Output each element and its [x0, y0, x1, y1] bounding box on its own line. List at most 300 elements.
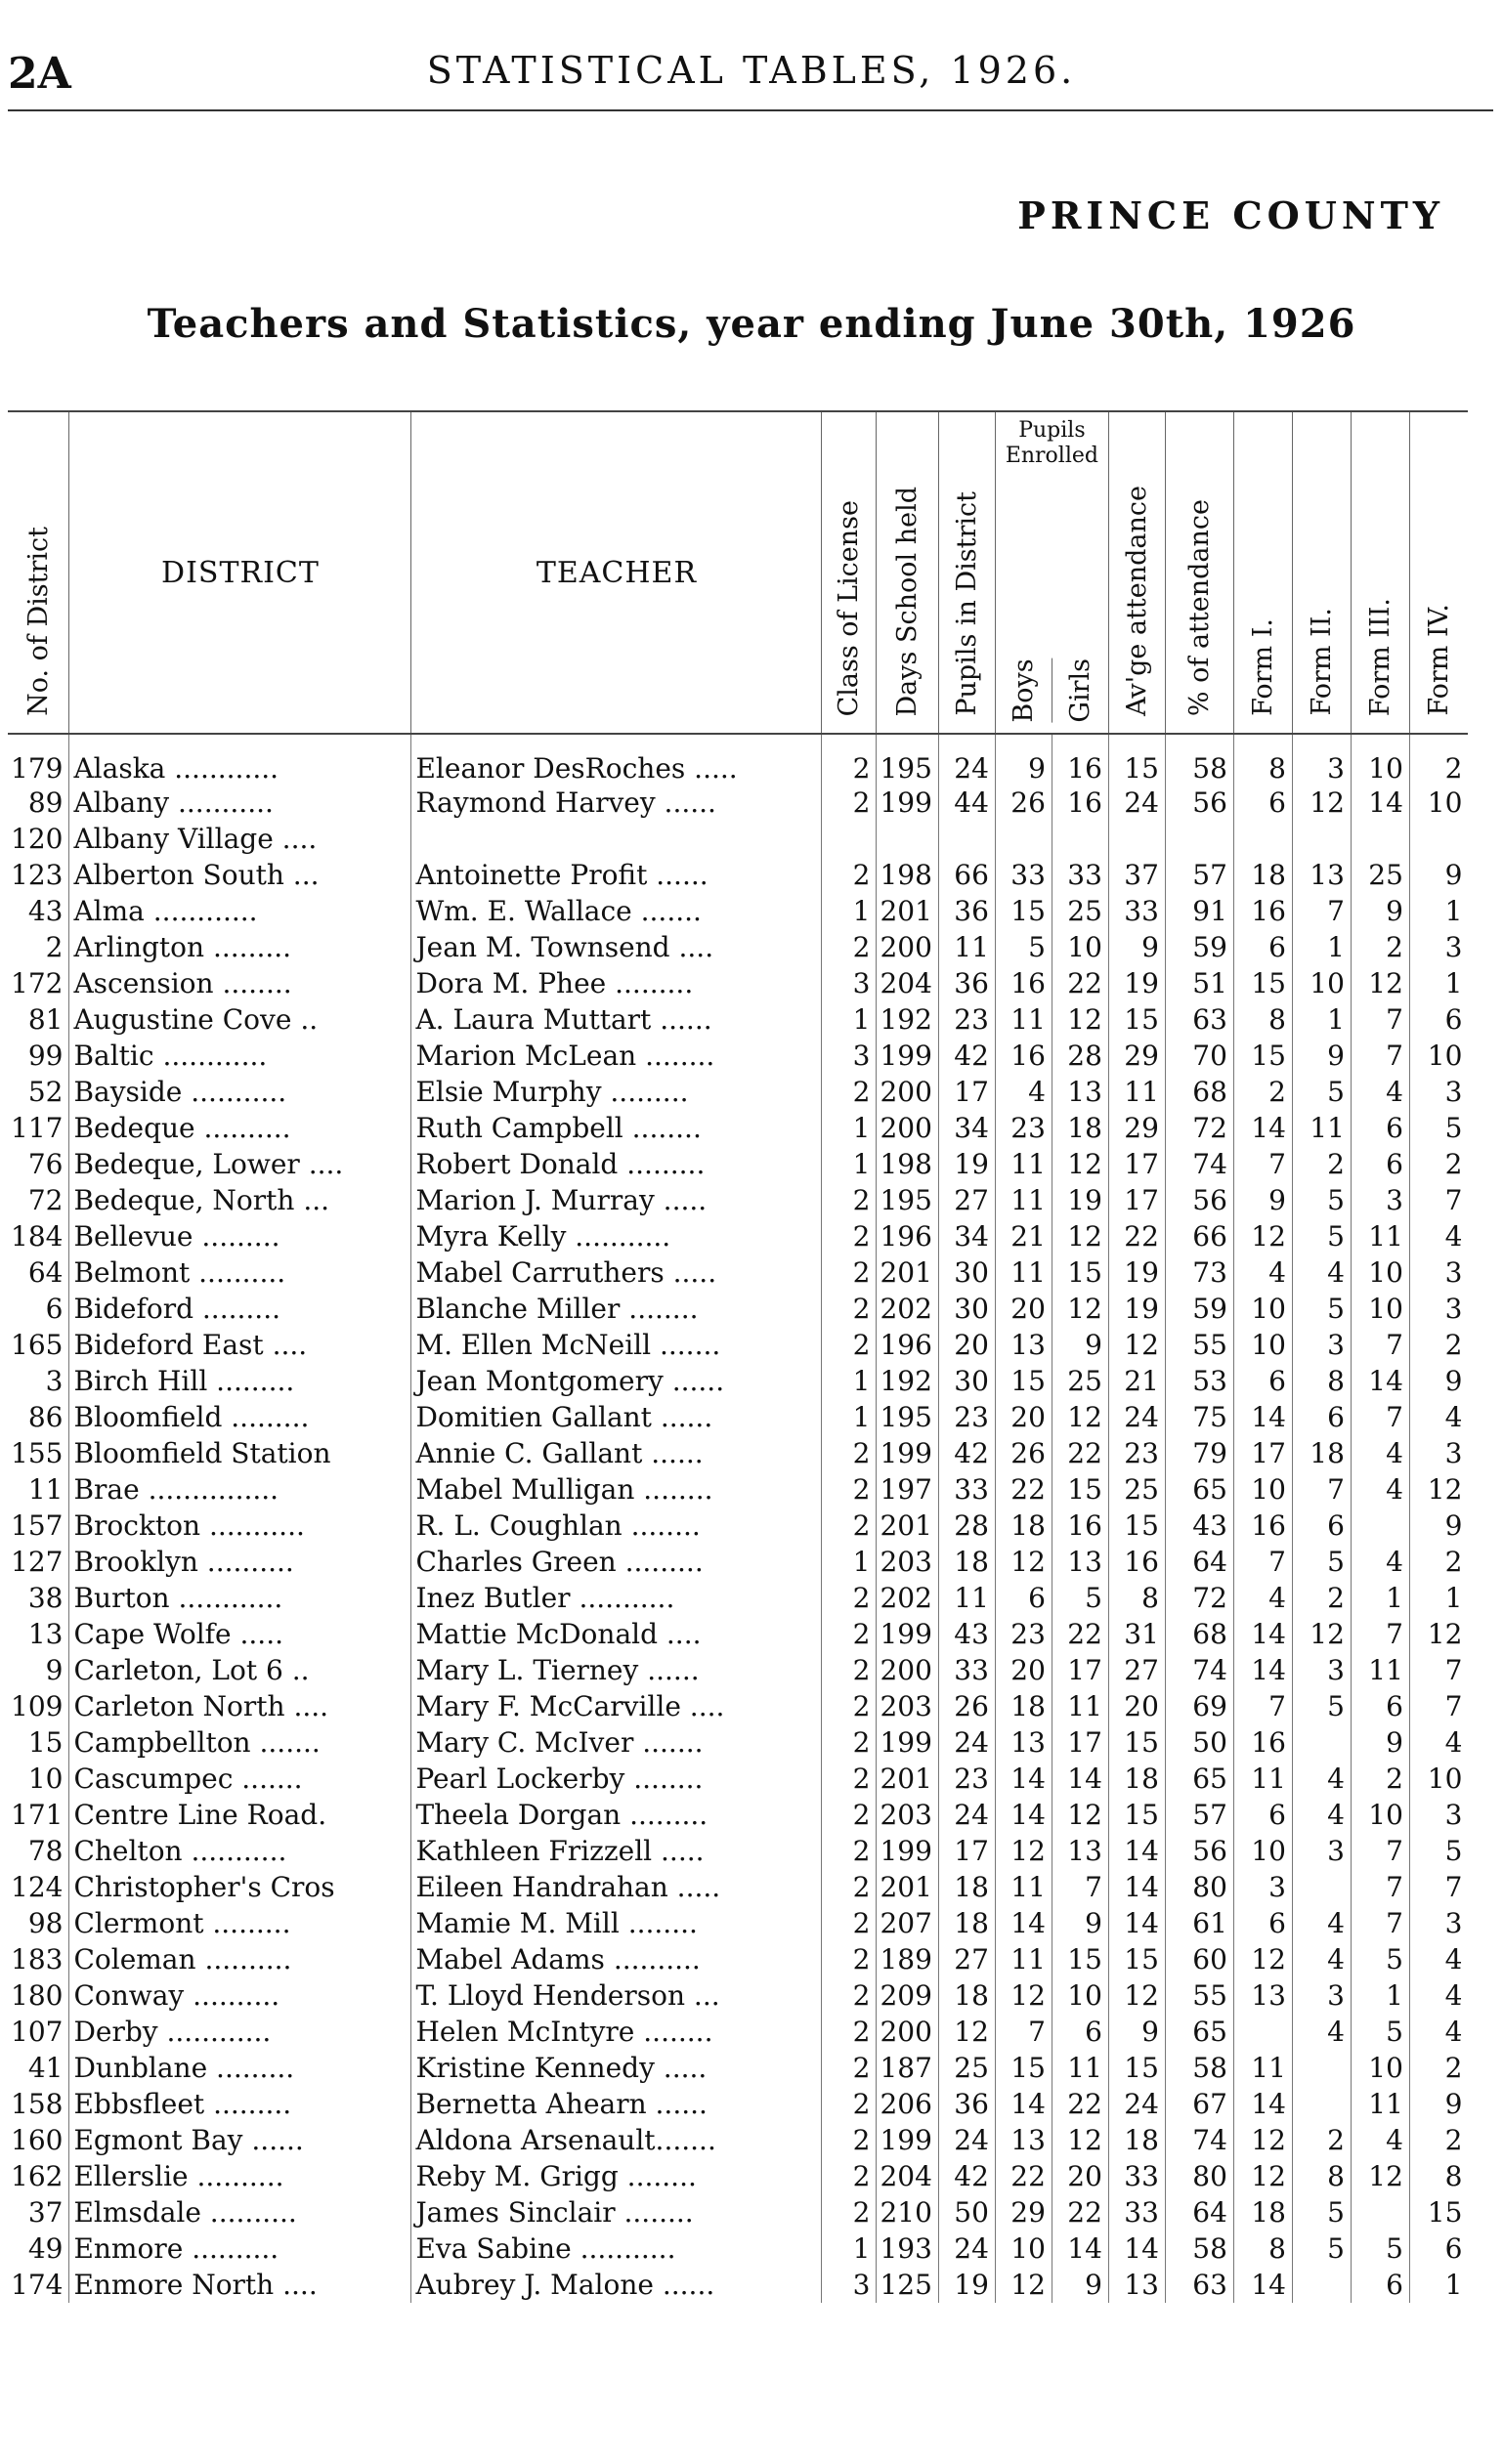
cell-form2: 4 — [1292, 1761, 1351, 1797]
cell-district: Baltic ............ — [69, 1038, 411, 1074]
cell-district: Enmore North .... — [69, 2267, 411, 2303]
cell-license: 1 — [822, 1110, 877, 1146]
cell-avg-attendance: 18 — [1108, 2122, 1165, 2158]
table-row — [8, 965, 1468, 1001]
cell-pupils: 24 — [938, 734, 995, 785]
running-title: STATISTICAL TABLES, 1926. — [426, 49, 1077, 92]
cell-pct-attendance: 56 — [1165, 785, 1233, 821]
cell-girls: 22 — [1052, 1616, 1108, 1652]
cell-form2: 4 — [1292, 1797, 1351, 1833]
cell-teacher: Eleanor DesRoches ..... — [411, 734, 822, 785]
cell-license: 2 — [822, 1761, 877, 1797]
cell-form3: 10 — [1351, 1797, 1409, 1833]
cell-teacher: Pearl Lockerby ........ — [411, 1761, 822, 1797]
cell-days: 196 — [877, 1327, 938, 1363]
cell-district-no: 13 — [27, 1618, 64, 1650]
cell-license: 2 — [822, 785, 877, 821]
cell-teacher: T. Lloyd Henderson ... — [411, 1977, 822, 2014]
cell-pupils: 27 — [938, 1182, 995, 1218]
cell-girls: 15 — [1052, 1254, 1108, 1291]
table-row — [8, 1363, 1468, 1399]
cell-teacher: Marion J. Murray ..... — [411, 1182, 822, 1218]
cell-form4: 1 — [1409, 1580, 1468, 1616]
cell-days: 204 — [877, 2158, 938, 2194]
cell-boys: 11 — [995, 1869, 1052, 1905]
cell-form4: 1 — [1409, 893, 1468, 929]
cell-teacher: Helen McIntyre ........ — [411, 2014, 822, 2050]
cell-district: Carleton, Lot 6 .. — [69, 1652, 411, 1688]
table-row — [8, 1977, 1468, 2014]
cell-boys: 18 — [995, 1688, 1052, 1724]
cell-girls — [1052, 821, 1108, 857]
cell-form1: 6 — [1233, 929, 1292, 965]
cell-avg-attendance — [1108, 821, 1165, 857]
cell-form1: 2 — [1233, 1074, 1292, 1110]
cell-pct-attendance: 74 — [1165, 1146, 1233, 1182]
cell-boys: 13 — [995, 1327, 1052, 1363]
cell-license: 2 — [822, 1435, 877, 1471]
cell-district-no: 64 — [27, 1256, 64, 1289]
cell-form4: 12 — [1409, 1471, 1468, 1508]
cell-avg-attendance: 33 — [1108, 2194, 1165, 2230]
cell-teacher: Theela Dorgan ......... — [411, 1797, 822, 1833]
cell-form1: 7 — [1233, 1544, 1292, 1580]
cell-district: Bideford ......... — [69, 1291, 411, 1327]
cell-days: 200 — [877, 1074, 938, 1110]
cell-pct-attendance: 58 — [1165, 2230, 1233, 2267]
cell-district: Cape Wolfe ..... — [69, 1616, 411, 1652]
cell-girls: 14 — [1052, 1761, 1108, 1797]
cell-district: Campbellton ....... — [69, 1724, 411, 1761]
cell-girls: 15 — [1052, 1471, 1108, 1508]
cell-boys: 16 — [995, 1038, 1052, 1074]
cell-form1: 10 — [1233, 1471, 1292, 1508]
cell-form1: 14 — [1233, 1652, 1292, 1688]
cell-district: Coleman .......... — [69, 1941, 411, 1977]
cell-form2: 11 — [1292, 1110, 1351, 1146]
cell-pupils: 27 — [938, 1941, 995, 1977]
cell-district: Derby ............ — [69, 2014, 411, 2050]
cell-days: 209 — [877, 1977, 938, 2014]
table-row — [8, 1833, 1468, 1869]
cell-form4: 3 — [1409, 1905, 1468, 1941]
cell-pct-attendance: 64 — [1165, 2194, 1233, 2230]
cell-days: 201 — [877, 1761, 938, 1797]
cell-form3: 10 — [1351, 2050, 1409, 2086]
col-boys: Boys — [1008, 658, 1039, 723]
cell-days: 203 — [877, 1544, 938, 1580]
cell-avg-attendance: 25 — [1108, 1471, 1165, 1508]
cell-form2: 3 — [1292, 1327, 1351, 1363]
cell-avg-attendance: 19 — [1108, 965, 1165, 1001]
cell-pupils: 11 — [938, 1580, 995, 1616]
cell-district-no: 72 — [27, 1184, 64, 1216]
cell-days: 125 — [877, 2267, 938, 2303]
cell-form3: 12 — [1351, 2158, 1409, 2194]
cell-form1: 8 — [1233, 734, 1292, 785]
cell-license: 1 — [822, 2230, 877, 2267]
col-district: DISTRICT — [69, 411, 411, 734]
cell-avg-attendance: 29 — [1108, 1110, 1165, 1146]
col-days: Days School held — [877, 411, 938, 734]
cell-boys: 22 — [995, 2158, 1052, 2194]
cell-form1 — [1233, 2014, 1292, 2050]
cell-pct-attendance: 74 — [1165, 1652, 1233, 1688]
cell-girls: 16 — [1052, 734, 1108, 785]
cell-pupils: 30 — [938, 1291, 995, 1327]
cell-district: Enmore .......... — [69, 2230, 411, 2267]
cell-avg-attendance: 24 — [1108, 1399, 1165, 1435]
page-number: 2A — [8, 49, 71, 99]
cell-form3: 6 — [1351, 1146, 1409, 1182]
cell-form3: 7 — [1351, 1327, 1409, 1363]
cell-district-no: 3 — [45, 1365, 64, 1397]
cell-form3: 1 — [1351, 1580, 1409, 1616]
cell-teacher: Ruth Campbell ........ — [411, 1110, 822, 1146]
cell-boys: 29 — [995, 2194, 1052, 2230]
cell-days: 202 — [877, 1291, 938, 1327]
cell-form2: 5 — [1292, 1182, 1351, 1218]
cell-district: Birch Hill ......... — [69, 1363, 411, 1399]
cell-teacher: Dora M. Phee ......... — [411, 965, 822, 1001]
cell-pct-attendance: 80 — [1165, 2158, 1233, 2194]
cell-form4: 12 — [1409, 1616, 1468, 1652]
table-row — [8, 929, 1468, 965]
cell-form3: 3 — [1351, 1182, 1409, 1218]
cell-form4: 9 — [1409, 2086, 1468, 2122]
cell-boys: 20 — [995, 1291, 1052, 1327]
cell-form3: 4 — [1351, 2122, 1409, 2158]
cell-district-no: 123 — [11, 859, 64, 891]
cell-boys: 12 — [995, 1544, 1052, 1580]
cell-pupils: 18 — [938, 1544, 995, 1580]
cell-form2 — [1292, 2086, 1351, 2122]
cell-form4: 2 — [1409, 734, 1468, 785]
cell-avg-attendance: 33 — [1108, 2158, 1165, 2194]
cell-form1: 12 — [1233, 1941, 1292, 1977]
cell-pct-attendance: 64 — [1165, 1544, 1233, 1580]
cell-boys: 23 — [995, 1110, 1052, 1146]
cell-avg-attendance: 14 — [1108, 1833, 1165, 1869]
cell-avg-attendance: 16 — [1108, 1544, 1165, 1580]
cell-days: 195 — [877, 734, 938, 785]
cell-avg-attendance: 23 — [1108, 1435, 1165, 1471]
cell-district: Elmsdale .......... — [69, 2194, 411, 2230]
cell-license: 3 — [822, 965, 877, 1001]
cell-form4: 2 — [1409, 2122, 1468, 2158]
table-row — [8, 1688, 1468, 1724]
table-row — [8, 1761, 1468, 1797]
cell-girls: 19 — [1052, 1182, 1108, 1218]
cell-girls: 33 — [1052, 857, 1108, 893]
cell-district: Arlington ......... — [69, 929, 411, 965]
cell-avg-attendance: 12 — [1108, 1327, 1165, 1363]
cell-district: Belmont .......... — [69, 1254, 411, 1291]
cell-pct-attendance: 65 — [1165, 1761, 1233, 1797]
cell-avg-attendance: 13 — [1108, 2267, 1165, 2303]
cell-form3 — [1351, 2194, 1409, 2230]
cell-days: 202 — [877, 1580, 938, 1616]
cell-form2 — [1292, 1869, 1351, 1905]
cell-pct-attendance: 59 — [1165, 1291, 1233, 1327]
cell-boys: 26 — [995, 785, 1052, 821]
cell-form2: 8 — [1292, 2158, 1351, 2194]
cell-form4: 3 — [1409, 1435, 1468, 1471]
cell-form2: 3 — [1292, 1652, 1351, 1688]
cell-form2: 1 — [1292, 1001, 1351, 1038]
cell-girls: 7 — [1052, 1869, 1108, 1905]
cell-form3: 25 — [1351, 857, 1409, 893]
cell-district: Albany ........... — [69, 785, 411, 821]
cell-pupils: 33 — [938, 1652, 995, 1688]
cell-girls: 13 — [1052, 1074, 1108, 1110]
cell-form1: 14 — [1233, 2267, 1292, 2303]
cell-district: Alaska ............ — [69, 734, 411, 785]
cell-form4: 9 — [1409, 857, 1468, 893]
cell-form1: 18 — [1233, 2194, 1292, 2230]
cell-license: 2 — [822, 1616, 877, 1652]
table-row — [8, 1399, 1468, 1435]
cell-pupils: 36 — [938, 965, 995, 1001]
cell-boys: 20 — [995, 1652, 1052, 1688]
cell-form4: 4 — [1409, 2014, 1468, 2050]
cell-boys: 4 — [995, 1074, 1052, 1110]
cell-teacher — [411, 821, 822, 857]
cell-boys: 11 — [995, 1146, 1052, 1182]
col-avg-attendance: Av'ge attendance — [1108, 411, 1165, 734]
cell-form2: 13 — [1292, 857, 1351, 893]
cell-form4: 7 — [1409, 1182, 1468, 1218]
cell-pupils: 50 — [938, 2194, 995, 2230]
cell-teacher: Mabel Adams .......... — [411, 1941, 822, 1977]
cell-days: 196 — [877, 1218, 938, 1254]
table-row — [8, 857, 1468, 893]
cell-district-no: 98 — [27, 1907, 64, 1939]
cell-teacher: Eileen Handrahan ..... — [411, 1869, 822, 1905]
cell-avg-attendance: 19 — [1108, 1291, 1165, 1327]
cell-form4: 6 — [1409, 1001, 1468, 1038]
cell-boys: 14 — [995, 1761, 1052, 1797]
cell-avg-attendance: 14 — [1108, 1869, 1165, 1905]
cell-district-no: 41 — [27, 2052, 64, 2084]
col-form4: Form IV. — [1409, 411, 1468, 734]
cell-district: Bedeque, Lower .... — [69, 1146, 411, 1182]
cell-girls: 10 — [1052, 1977, 1108, 2014]
cell-form3: 9 — [1351, 893, 1409, 929]
cell-days: 199 — [877, 1724, 938, 1761]
cell-days: 199 — [877, 1435, 938, 1471]
table-row — [8, 1652, 1468, 1688]
cell-license: 2 — [822, 1254, 877, 1291]
enrolled-label: Pupils Enrolled — [1005, 418, 1098, 468]
cell-days: 210 — [877, 2194, 938, 2230]
table-row — [8, 2014, 1468, 2050]
cell-girls: 12 — [1052, 1399, 1108, 1435]
cell-boys: 11 — [995, 1001, 1052, 1038]
cell-pct-attendance: 43 — [1165, 1508, 1233, 1544]
table-row — [8, 785, 1468, 821]
cell-teacher: Blanche Miller ........ — [411, 1291, 822, 1327]
table-row — [8, 1905, 1468, 1941]
cell-teacher: Kristine Kennedy ..... — [411, 2050, 822, 2086]
cell-form1: 10 — [1233, 1327, 1292, 1363]
cell-form1: 16 — [1233, 1508, 1292, 1544]
table-row — [8, 1869, 1468, 1905]
cell-girls: 13 — [1052, 1544, 1108, 1580]
table-row — [8, 734, 1468, 785]
cell-pupils: 30 — [938, 1363, 995, 1399]
cell-boys: 15 — [995, 893, 1052, 929]
cell-form4: 3 — [1409, 1797, 1468, 1833]
cell-district-no: 15 — [27, 1726, 64, 1759]
cell-teacher: Inez Butler ........... — [411, 1580, 822, 1616]
cell-avg-attendance: 15 — [1108, 1724, 1165, 1761]
cell-boys — [995, 821, 1052, 857]
county-title: PRINCE COUNTY — [1017, 193, 1444, 237]
cell-form4: 2 — [1409, 1327, 1468, 1363]
cell-boys: 5 — [995, 929, 1052, 965]
cell-avg-attendance: 9 — [1108, 2014, 1165, 2050]
cell-avg-attendance: 21 — [1108, 1363, 1165, 1399]
cell-teacher: Mattie McDonald .... — [411, 1616, 822, 1652]
cell-form4: 7 — [1409, 1652, 1468, 1688]
cell-teacher: A. Laura Muttart ...... — [411, 1001, 822, 1038]
cell-district: Centre Line Road. — [69, 1797, 411, 1833]
cell-form3: 11 — [1351, 1652, 1409, 1688]
cell-form2: 5 — [1292, 1544, 1351, 1580]
cell-form4: 3 — [1409, 1254, 1468, 1291]
cell-pct-attendance: 60 — [1165, 1941, 1233, 1977]
cell-license: 2 — [822, 2194, 877, 2230]
cell-form3: 5 — [1351, 2014, 1409, 2050]
cell-avg-attendance: 22 — [1108, 1218, 1165, 1254]
cell-avg-attendance: 15 — [1108, 1001, 1165, 1038]
cell-district: Brae ............... — [69, 1471, 411, 1508]
cell-district: Bellevue ......... — [69, 1218, 411, 1254]
cell-form3: 10 — [1351, 1291, 1409, 1327]
table-row — [8, 1580, 1468, 1616]
cell-form2: 4 — [1292, 1905, 1351, 1941]
cell-girls: 16 — [1052, 1508, 1108, 1544]
cell-avg-attendance: 20 — [1108, 1688, 1165, 1724]
cell-district: Brockton ........... — [69, 1508, 411, 1544]
table-row — [8, 2158, 1468, 2194]
cell-license: 2 — [822, 1977, 877, 2014]
cell-girls: 17 — [1052, 1724, 1108, 1761]
cell-pct-attendance: 57 — [1165, 857, 1233, 893]
cell-district-no: 157 — [11, 1509, 64, 1542]
cell-teacher: Myra Kelly ........... — [411, 1218, 822, 1254]
cell-district-no: 6 — [45, 1293, 64, 1325]
cell-girls: 11 — [1052, 2050, 1108, 2086]
cell-girls: 17 — [1052, 1652, 1108, 1688]
cell-district-no: 81 — [27, 1003, 64, 1036]
cell-girls: 25 — [1052, 1363, 1108, 1399]
cell-license: 2 — [822, 1724, 877, 1761]
table-row — [8, 2194, 1468, 2230]
cell-girls: 12 — [1052, 1001, 1108, 1038]
cell-avg-attendance: 24 — [1108, 2086, 1165, 2122]
cell-form2: 7 — [1292, 1471, 1351, 1508]
cell-district-no: 127 — [11, 1546, 64, 1578]
cell-form4: 8 — [1409, 2158, 1468, 2194]
cell-district: Brooklyn .......... — [69, 1544, 411, 1580]
cell-boys: 18 — [995, 1508, 1052, 1544]
cell-avg-attendance: 17 — [1108, 1182, 1165, 1218]
cell-boys: 23 — [995, 1616, 1052, 1652]
cell-pupils: 42 — [938, 2158, 995, 2194]
cell-boys: 20 — [995, 1399, 1052, 1435]
cell-form3: 7 — [1351, 1001, 1409, 1038]
cell-district: Ellerslie .......... — [69, 2158, 411, 2194]
cell-form2: 2 — [1292, 1580, 1351, 1616]
cell-license: 2 — [822, 1182, 877, 1218]
cell-form1: 14 — [1233, 2086, 1292, 2122]
header-rule — [8, 109, 1493, 111]
cell-teacher: Mary F. McCarville .... — [411, 1688, 822, 1724]
cell-form3: 7 — [1351, 1869, 1409, 1905]
cell-district: Bayside ........... — [69, 1074, 411, 1110]
table-row — [8, 1218, 1468, 1254]
cell-teacher: Charles Green ......... — [411, 1544, 822, 1580]
cell-girls: 20 — [1052, 2158, 1108, 2194]
cell-form4: 1 — [1409, 965, 1468, 1001]
cell-district-no: 158 — [11, 2088, 64, 2120]
cell-girls: 11 — [1052, 1688, 1108, 1724]
cell-days: 192 — [877, 1363, 938, 1399]
cell-license — [822, 821, 877, 857]
col-form3: Form III. — [1351, 411, 1409, 734]
cell-form2: 5 — [1292, 1074, 1351, 1110]
cell-pct-attendance: 61 — [1165, 1905, 1233, 1941]
cell-license: 2 — [822, 1471, 877, 1508]
cell-form3: 14 — [1351, 1363, 1409, 1399]
cell-form4: 7 — [1409, 1869, 1468, 1905]
cell-girls: 12 — [1052, 1797, 1108, 1833]
cell-district: Alberton South ... — [69, 857, 411, 893]
cell-form2: 5 — [1292, 1291, 1351, 1327]
cell-pct-attendance: 55 — [1165, 1327, 1233, 1363]
cell-form4: 10 — [1409, 1038, 1468, 1074]
cell-pupils: 24 — [938, 2122, 995, 2158]
cell-pct-attendance: 68 — [1165, 1074, 1233, 1110]
cell-district-no: 179 — [11, 752, 64, 785]
cell-form4: 15 — [1409, 2194, 1468, 2230]
cell-district-no: 78 — [27, 1835, 64, 1867]
cell-pct-attendance: 59 — [1165, 929, 1233, 965]
cell-form1: 4 — [1233, 1254, 1292, 1291]
cell-district: Dunblane ......... — [69, 2050, 411, 2086]
cell-pct-attendance: 73 — [1165, 1254, 1233, 1291]
cell-district-no: 9 — [45, 1654, 64, 1686]
table-row — [8, 1327, 1468, 1363]
cell-days: 204 — [877, 965, 938, 1001]
cell-form3 — [1351, 1508, 1409, 1544]
cell-pupils: 66 — [938, 857, 995, 893]
cell-form1: 11 — [1233, 2050, 1292, 2086]
cell-form4: 10 — [1409, 1761, 1468, 1797]
cell-teacher: Robert Donald ......... — [411, 1146, 822, 1182]
cell-boys: 15 — [995, 1363, 1052, 1399]
cell-teacher: Wm. E. Wallace ....... — [411, 893, 822, 929]
cell-boys: 14 — [995, 1797, 1052, 1833]
cell-license: 1 — [822, 1544, 877, 1580]
cell-district-no: 89 — [27, 786, 64, 819]
table-row — [8, 821, 1468, 857]
cell-boys: 15 — [995, 2050, 1052, 2086]
statistics-table — [8, 410, 1468, 2303]
cell-form4: 9 — [1409, 1363, 1468, 1399]
